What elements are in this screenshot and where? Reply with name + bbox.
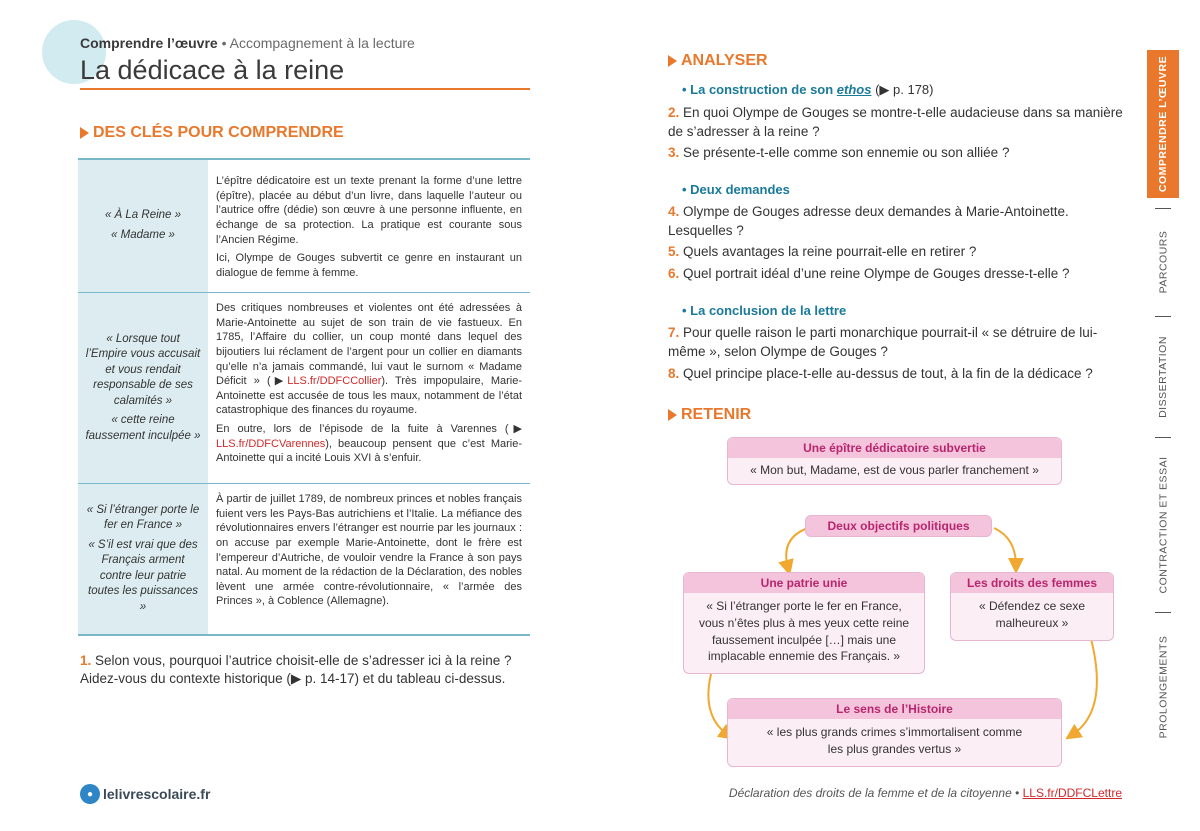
text-run: • <box>1011 786 1023 800</box>
sidebar-item-comprendre[interactable] <box>1147 50 1179 198</box>
text-run: ). Très impopulaire, Marie-Antoinette est accusée de tous les maux, notamment de l’état catastrophique des finances du royaume. <box>216 375 523 417</box>
question-text: Quels avantages la reine pourrait-elle en retirer ? <box>679 244 977 259</box>
text-run: ), beaucoup pensent que c’est Marie-Antoinette qui a incité Louis XVI à s’enfuir. <box>216 437 522 465</box>
question-number: 3. <box>668 145 680 160</box>
sidebar-label: PARCOURS <box>1157 230 1170 294</box>
question-text: Pour quelle raison le parti monarchique pourrait-il « se détruire de lui-même », selon Olympe de Gouges ? <box>668 325 1098 359</box>
text-run: En outre, lors de l’épisode de la fuite à Varennes (▶ <box>216 423 522 435</box>
logo-text: lelivrescolaire.fr <box>103 786 211 802</box>
question-number: 5. <box>668 244 680 259</box>
subheading-conclusion: • La conclusion de la lettre <box>682 303 847 318</box>
chapter-sidebar <box>1147 0 1179 831</box>
sidebar-separator <box>1155 316 1171 317</box>
quote-text: « S’il est vrai que des Français arment contre leur patrie toutes les puissances » <box>88 538 198 613</box>
table-row <box>78 160 530 293</box>
quote-cell <box>78 293 208 483</box>
question-4 <box>668 203 1128 241</box>
sidebar-label: CONTRACTION ET ESSAI <box>1157 456 1169 593</box>
question-number: 2. <box>668 105 680 120</box>
question-1 <box>80 652 540 688</box>
question-text: Olympe de Gouges adresse deux demandes à Marie-Antoinette. Lesquelles ? <box>668 204 1069 238</box>
publisher-logo[interactable] <box>80 784 210 804</box>
section-title-analyser: ANALYSER <box>681 52 768 69</box>
triangle-icon <box>668 55 677 67</box>
box-title: Une patrie unie <box>684 573 924 593</box>
question-6 <box>668 265 1128 284</box>
quote-text: « À La Reine » <box>104 209 182 222</box>
explanation-cell <box>208 160 530 292</box>
question-text: En quoi Olympe de Gouges se montre-t-elle audacieuse dans sa manière de s’adresser à la reine ? <box>668 105 1123 139</box>
arrow-bottom-right <box>1072 635 1097 735</box>
section-header-retenir <box>668 406 751 424</box>
arrow-right <box>994 528 1016 566</box>
explanation-text <box>216 422 522 466</box>
sidebar-item-dissertation[interactable] <box>1147 326 1179 428</box>
breadcrumb-strong: Comprendre l’œuvre <box>80 35 218 51</box>
quote-text: « Lorsque tout l’Empire vous accusait et vous rendait responsable de ses calamités » <box>85 332 201 407</box>
question-8 <box>668 365 1128 384</box>
question-number: 4. <box>668 204 680 219</box>
box-epitre <box>727 437 1062 485</box>
explanation-text: L’épître dédicatoire est un texte prenant la forme d’une lettre (épître), placée au début d’un livre, dans laquelle l’auteur ou l’autrice offre (dédie) son œuvre à une personne influente, en échange de sa protection. La pratique est courante sous l’Ancien Régime. <box>216 175 522 246</box>
logo-icon: ● <box>80 784 100 804</box>
sidebar-item-contraction[interactable] <box>1147 447 1179 602</box>
sidebar-item-parcours[interactable] <box>1147 218 1179 306</box>
explanation-text <box>216 301 522 418</box>
keys-table <box>78 158 530 636</box>
box-title: Deux objectifs politiques <box>806 516 991 536</box>
question-3 <box>668 144 1128 163</box>
sidebar-separator <box>1155 612 1171 613</box>
question-number: 1. <box>80 653 92 668</box>
triangle-icon <box>668 409 677 421</box>
subheading-ethos <box>682 82 934 98</box>
breadcrumb <box>80 35 415 51</box>
sidebar-label: COMPRENDRE L’ŒUVRE <box>1157 55 1169 193</box>
footer-reference <box>729 786 1122 800</box>
sidebar-item-prolongements[interactable] <box>1147 622 1179 752</box>
page-title: La dédicace à la reine <box>80 55 345 85</box>
box-text: « Si l’étranger porte le fer en France, vous n’êtes plus à mes yeux cette reine faussement inculpée […] mais une implacable ennemie des Français. » <box>698 599 910 664</box>
triangle-icon <box>80 127 89 139</box>
link-collier[interactable]: LLS.fr/DDFCCollier <box>287 375 382 388</box>
box-title: Le sens de l’Histoire <box>728 699 1061 719</box>
link-varennes[interactable]: LLS.fr/DDFCVarennes <box>216 437 326 450</box>
explanation-cell <box>208 484 530 634</box>
quote-text: « Madame » <box>111 229 175 241</box>
box-text: « Défendez ce sexe malheureux » <box>978 599 1086 630</box>
explanation-text: Ici, Olympe de Gouges subvertit ce genre en instaurant un dialogue de femme à femme. <box>216 252 522 279</box>
box-histoire <box>727 698 1062 767</box>
explanation-text: À partir de juillet 1789, de nombreux princes et nobles français fuient vers les Pays-Bas autrichiens et l’Italie. La méfiance des révolutionnaires envers l’étranger est nourrie par les journaux : on accuse par exemple Marie-Antoinette, dont le frère est l’empereur d’Autriche, de vouloir vendre la France à son pays natal. Au moment de la rédaction de la Déclaration, des nobles lèvent une armée contre-révolutionnaire, « l’armée des Princes », à Coblence (Allemagne). <box>216 493 522 608</box>
sidebar-separator <box>1155 437 1171 438</box>
box-text: « les plus grands crimes s’immortalisent comme les plus grandes vertus » <box>766 725 1023 756</box>
breadcrumb-rest: • Accompagnement à la lecture <box>217 35 415 51</box>
text-run: • La construction de son <box>682 82 837 97</box>
quote-text: « Si l’étranger porte le fer en France » <box>86 503 200 532</box>
quote-cell <box>78 160 208 292</box>
box-title: Une épître dédicatoire subvertie <box>728 438 1061 458</box>
explanation-cell <box>208 293 530 483</box>
table-row <box>78 484 530 634</box>
text-run: (▶ p. 178) <box>871 82 934 97</box>
box-patrie <box>683 572 925 674</box>
section-header-cles <box>80 124 344 142</box>
question-number: 7. <box>668 325 680 340</box>
footer-link[interactable]: LLS.fr/DDFCLettre <box>1022 786 1122 800</box>
question-number: 8. <box>668 366 680 381</box>
text-run: Des critiques nombreuses et violentes ont été adressées à Marie-Antoinette au sujet de son train de vie fastueux. En 1785, l’Affaire du collier, un coup monté dans lequel des bijoutiers lui réclament de l’argent pour un collier en diamants qu’elle n’a jamais commandé, lui vaut le surnom « Madame Déficit » (▶ <box>216 302 522 388</box>
question-text: Selon vous, pourquoi l’autrice choisit-elle de s’adresser ici à la reine ? Aidez-vous du contexte historique (▶ p. 14-17) et du tableau ci-dessus. <box>80 653 512 687</box>
section-title-retenir: RETENIR <box>681 406 752 423</box>
question-text: Quel portrait idéal d’une reine Olympe de Gouges dresse-t-elle ? <box>679 266 1070 281</box>
table-row <box>78 293 530 484</box>
arrow-bottom-left <box>708 670 728 735</box>
section-header-analyser <box>668 52 768 70</box>
box-title: Les droits des femmes <box>951 573 1113 593</box>
footer-title: Déclaration des droits de la femme et de la citoyenne <box>728 786 1012 800</box>
sidebar-label: DISSERTATION <box>1157 336 1169 418</box>
section-title-cles: DES CLÉS POUR COMPRENDRE <box>93 124 344 141</box>
question-5 <box>668 243 1128 262</box>
question-number: 6. <box>668 266 680 281</box>
arrow-left <box>786 528 808 568</box>
box-droits <box>950 572 1114 641</box>
question-text: Se présente-t-elle comme son ennemie ou son alliée ? <box>679 145 1010 160</box>
ethos-link[interactable]: ethos <box>836 82 872 97</box>
box-objectifs <box>805 515 992 537</box>
quote-text: « cette reine faussement inculpée » <box>85 414 201 442</box>
box-text: « Mon but, Madame, est de vous parler franchement » <box>750 463 1039 477</box>
quote-cell <box>78 484 208 634</box>
sidebar-separator <box>1155 208 1171 209</box>
title-underline <box>80 88 530 90</box>
question-7 <box>668 324 1128 362</box>
subheading-demandes: • Deux demandes <box>682 182 790 197</box>
question-2 <box>668 104 1128 142</box>
question-text: Quel principe place-t-elle au-dessus de tout, à la fin de la dédicace ? <box>679 366 1093 381</box>
sidebar-label: PROLONGEMENTS <box>1157 635 1170 739</box>
